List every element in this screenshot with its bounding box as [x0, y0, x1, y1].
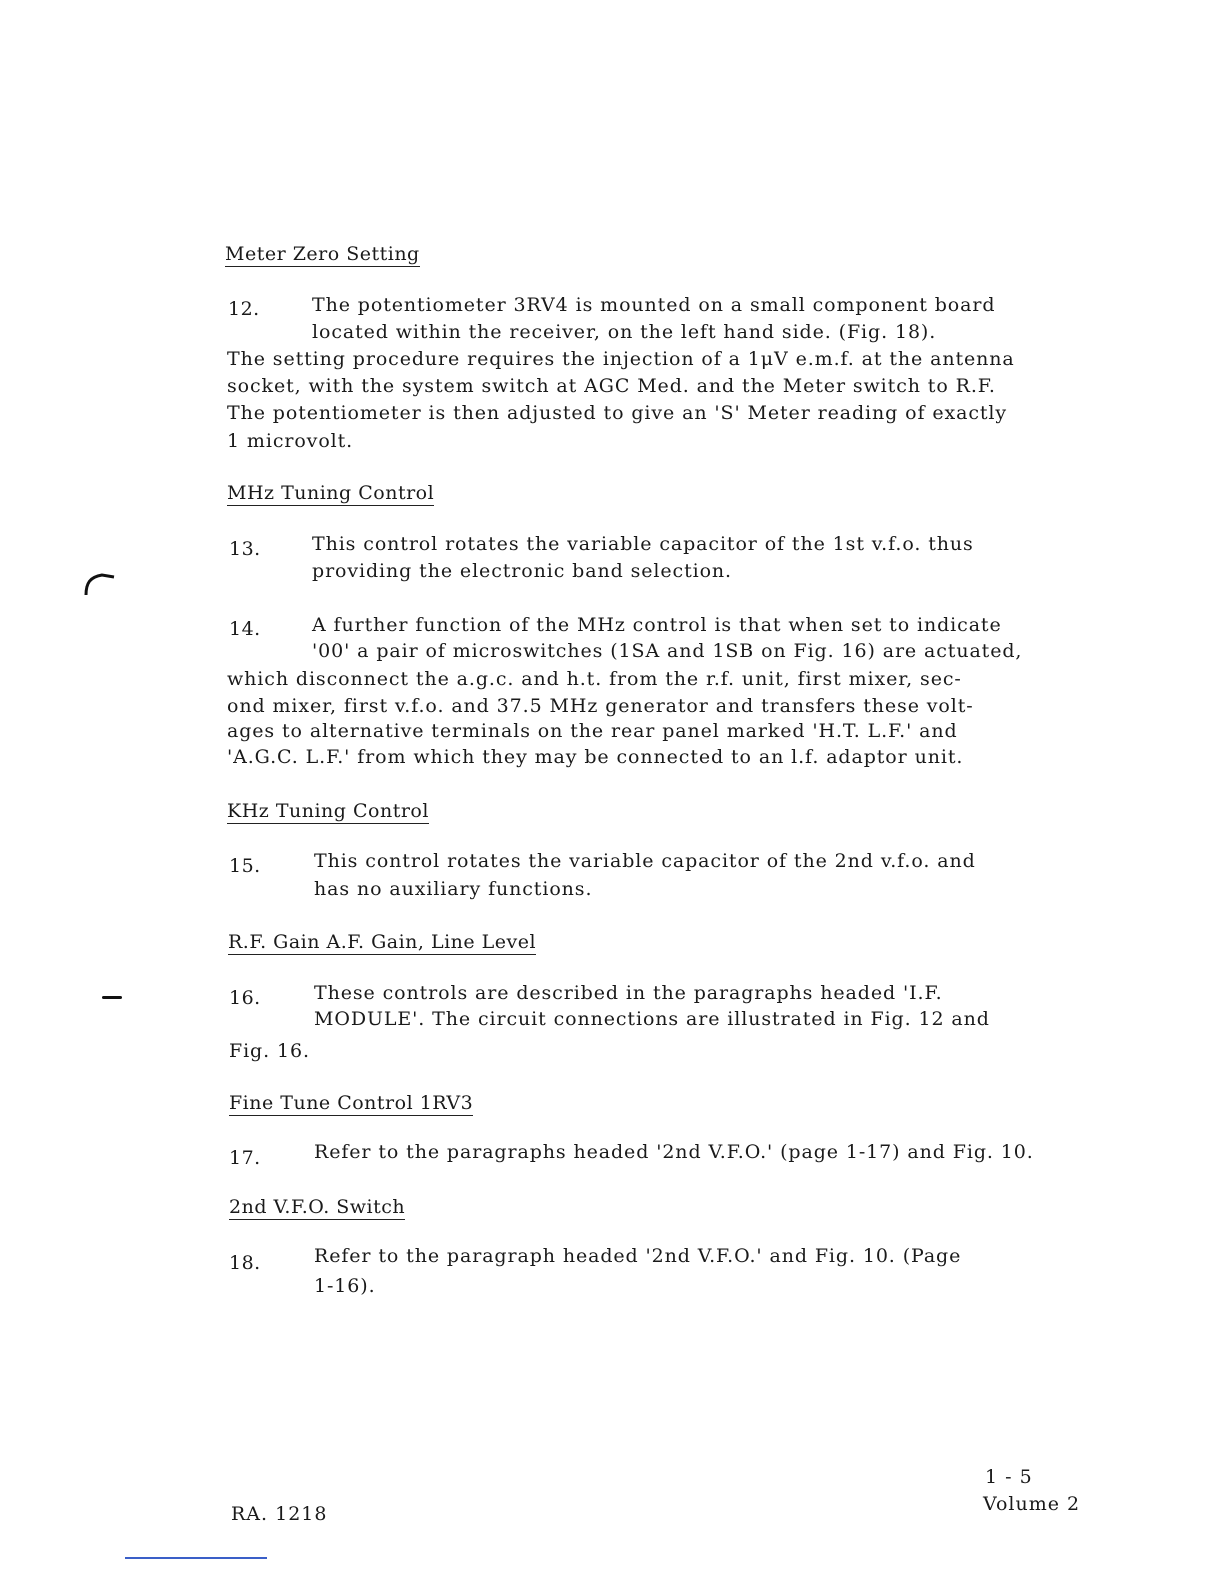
paragraph-number: 18. [229, 1252, 261, 1274]
paragraph-line: ond mixer, first v.f.o. and 37.5 MHz generator and transfers these volt- [227, 695, 974, 717]
section-heading-2nd-vfo-switch: 2nd V.F.O. Switch [229, 1196, 406, 1218]
paragraph-number: 17. [229, 1147, 261, 1169]
paragraph-line: MODULE'. The circuit connections are illustrated in Fig. 12 and [314, 1008, 990, 1030]
paragraph-line: This control rotates the variable capacitor of the 1st v.f.o. thus [312, 533, 974, 555]
paragraph-line: The setting procedure requires the injection of a 1μV e.m.f. at the antenna [227, 348, 1015, 370]
paragraph-line: ages to alternative terminals on the rear panel marked 'H.T. L.F.' and [227, 720, 958, 742]
paragraph-line: These controls are described in the paragraphs headed 'I.F. [314, 982, 943, 1004]
section-heading-khz-tuning-control: KHz Tuning Control [227, 800, 429, 822]
paragraph-number: 12. [228, 298, 260, 320]
paragraph-number: 16. [229, 987, 261, 1009]
section-heading-mhz-tuning-control: MHz Tuning Control [227, 482, 435, 504]
scan-edge-line [125, 1557, 267, 1559]
page-number: 1 - 5 [985, 1466, 1033, 1488]
doc-code: RA. 1218 [231, 1503, 328, 1525]
paragraph-line: 'A.G.C. L.F.' from which they may be connected to an l.f. adaptor unit. [227, 746, 964, 768]
paragraph-line: providing the electronic band selection. [312, 560, 732, 582]
paragraph-line: Refer to the paragraphs headed '2nd V.F.O.' (page 1-17) and Fig. 10. [314, 1141, 1034, 1163]
paragraph-line: Refer to the paragraph headed '2nd V.F.O.' and Fig. 10. (Page [314, 1245, 962, 1267]
section-heading-fine-tune-control: Fine Tune Control 1RV3 [229, 1092, 474, 1114]
paragraph-line: The potentiometer 3RV4 is mounted on a small component board [312, 294, 996, 316]
paragraph-number: 15. [229, 855, 261, 877]
paragraph-line: Fig. 16. [229, 1040, 310, 1062]
margin-mark-hook [80, 565, 120, 600]
paragraph-line: located within the receiver, on the left hand side. (Fig. 18). [312, 321, 937, 343]
paragraph-line: socket, with the system switch at AGC Med. and the Meter switch to R.F. [227, 375, 996, 397]
paragraph-line: This control rotates the variable capacitor of the 2nd v.f.o. and [314, 850, 976, 872]
section-heading-rf-gain-af-gain-line-level: R.F. Gain A.F. Gain, Line Level [228, 931, 537, 953]
paragraph-line: A further function of the MHz control is that when set to indicate [312, 614, 1002, 636]
paragraph-line: The potentiometer is then adjusted to give an 'S' Meter reading of exactly [227, 402, 1008, 424]
paragraph-line: 1-16). [314, 1275, 376, 1297]
paragraph-line: 1 microvolt. [227, 430, 354, 452]
paragraph-number: 13. [229, 538, 261, 560]
paragraph-line: which disconnect the a.g.c. and h.t. from the r.f. unit, first mixer, sec- [227, 668, 962, 690]
paragraph-number: 14. [229, 618, 261, 640]
section-heading-meter-zero-setting: Meter Zero Setting [225, 243, 420, 265]
margin-mark-dash [102, 996, 122, 999]
volume-label: Volume 2 [983, 1493, 1081, 1515]
paragraph-line: '00' a pair of microswitches (1SA and 1SB on Fig. 16) are actuated, [312, 640, 1023, 662]
paragraph-line: has no auxiliary functions. [314, 878, 593, 900]
